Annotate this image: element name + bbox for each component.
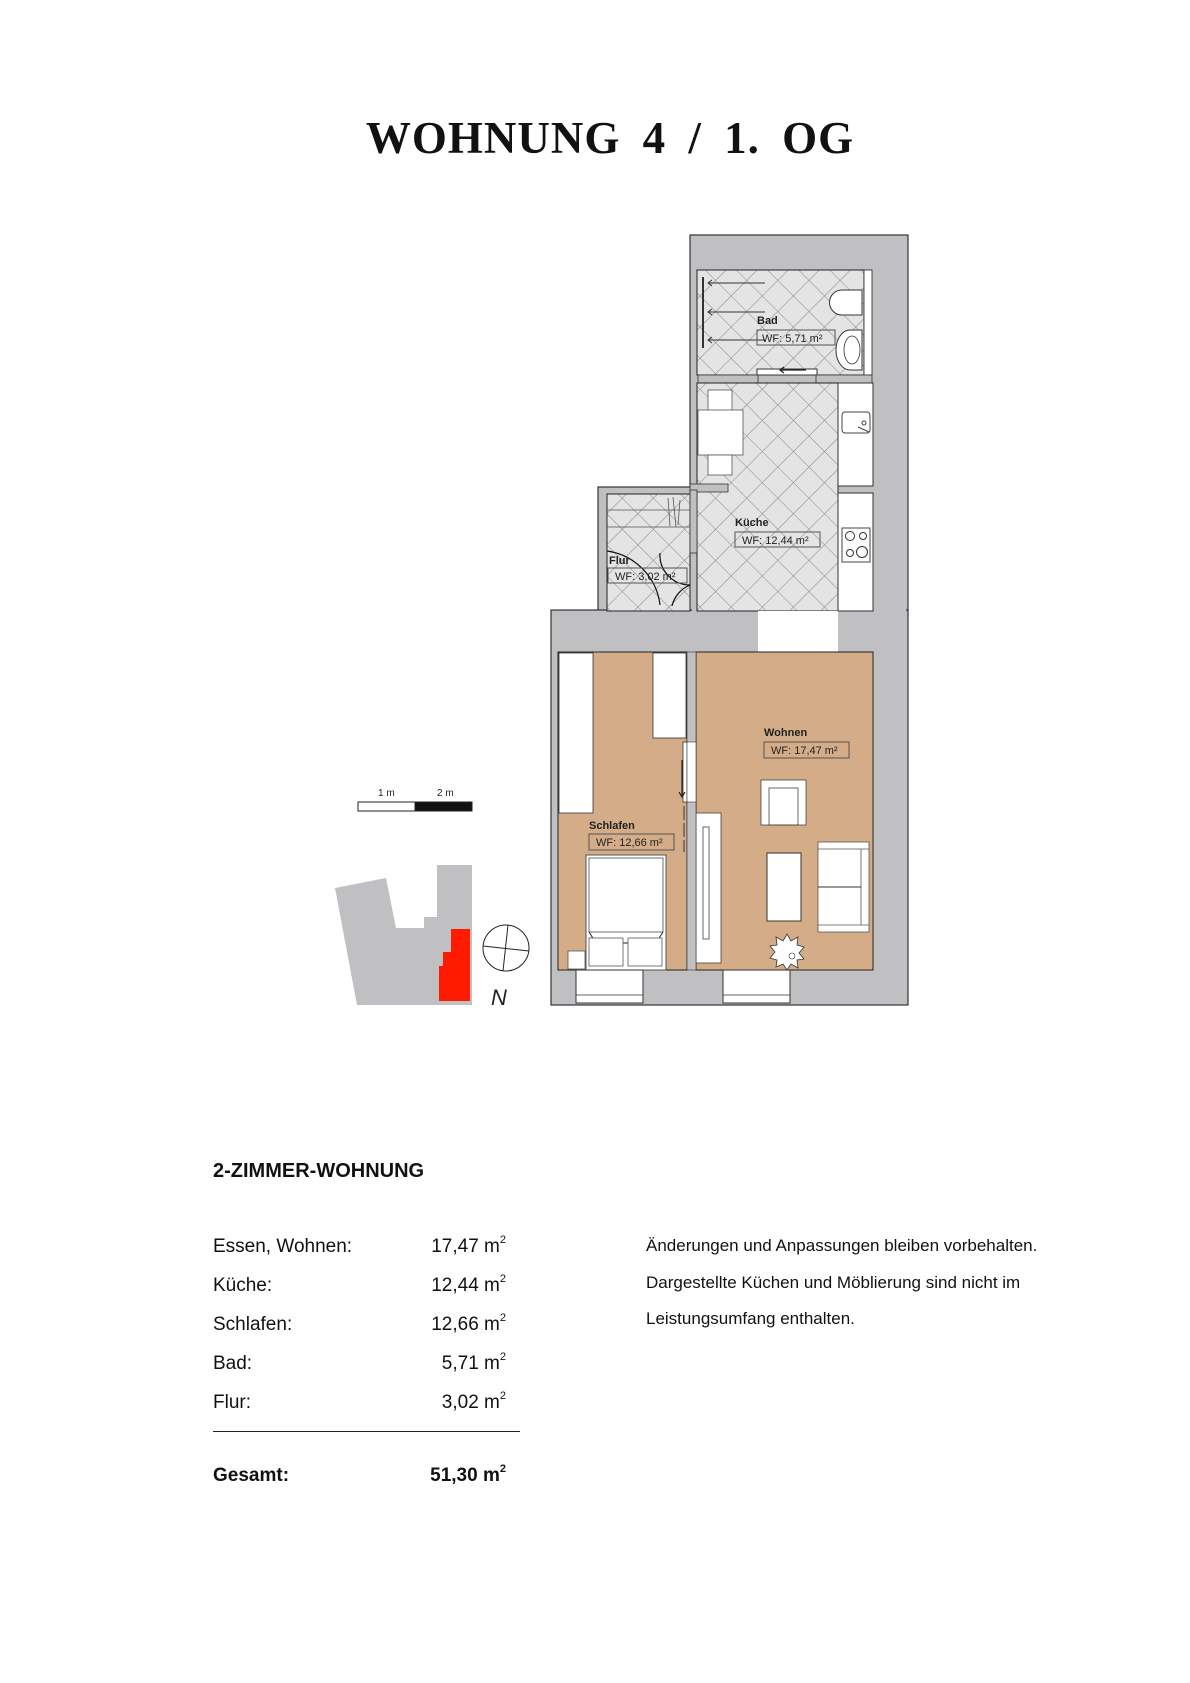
area-row-label: Essen, Wohnen:	[213, 1236, 353, 1257]
room-label-wohnen: Wohnen	[764, 727, 808, 739]
area-row	[213, 1236, 506, 1275]
divider	[213, 1431, 520, 1432]
room-label-bad: Bad	[757, 315, 778, 327]
hob-icon	[842, 528, 870, 562]
room-schlafen	[558, 652, 695, 970]
area-row-label: Küche:	[213, 1275, 273, 1296]
washbasin-icon	[836, 330, 862, 370]
area-row	[213, 1392, 506, 1431]
area-row-label: Schlafen:	[213, 1314, 293, 1335]
area-row-value: 17,47 $m^2$	[431, 1234, 506, 1257]
page-title: WOHNUNG 4 / 1. OG	[365, 113, 855, 163]
scale-label-1m: 1 m	[378, 788, 395, 799]
area-label-schlafen: WF: 12,66 m²	[596, 837, 663, 849]
area-row-value: 3,02 $m^2$	[441, 1390, 506, 1413]
scale-bar	[358, 788, 472, 811]
compass-north-label: N	[491, 985, 507, 1010]
total-value: 51,30 $m^2$	[430, 1463, 506, 1486]
area-row-label: Flur:	[213, 1392, 251, 1413]
area-label-bad: WF: 5,71 m²	[762, 333, 823, 345]
armchair-icon	[761, 780, 806, 825]
area-table	[213, 1236, 506, 1431]
area-row	[213, 1353, 506, 1392]
total-row	[213, 1465, 506, 1495]
scale-label-2m: 2 m	[437, 788, 454, 799]
compass-icon	[483, 925, 529, 1010]
sofa-icon	[818, 842, 869, 932]
area-label-flur: WF: 3,02 m²	[615, 571, 676, 583]
area-row	[213, 1275, 506, 1314]
area-row-label: Bad:	[213, 1353, 253, 1374]
total-label: Gesamt:	[213, 1465, 290, 1486]
disclaimer-notes	[646, 1236, 1106, 1346]
area-row	[213, 1314, 506, 1353]
room-flur	[607, 490, 697, 611]
room-bad	[697, 270, 872, 383]
room-label-kueche: Küche	[735, 517, 769, 529]
area-label-kueche: WF: 12,44 m²	[742, 535, 809, 547]
area-row-value: 5,71 $m^2$	[441, 1351, 506, 1374]
room-label-flur: Flur	[609, 555, 630, 567]
room-wohnen	[696, 652, 873, 970]
sink-icon	[842, 412, 870, 433]
area-row-value: 12,44 $m^2$	[431, 1273, 506, 1296]
note-line: Leistungsumfang enthalten.	[646, 1309, 855, 1328]
area-row-value: 12,66 $m^2$	[431, 1312, 506, 1335]
toilet-icon	[830, 290, 863, 315]
coffee-table-icon	[767, 853, 801, 921]
kitchen-opening	[758, 611, 838, 653]
site-plan	[335, 865, 472, 1005]
room-kueche	[690, 383, 873, 611]
note-line: Dargestellte Küchen und Möblierung sind nicht im	[646, 1272, 1021, 1292]
room-label-schlafen: Schlafen	[589, 820, 635, 832]
note-line: Änderungen und Anpassungen bleiben vorbehalten.	[646, 1236, 1038, 1255]
apartment-type-heading: 2-ZIMMER-WOHNUNG	[213, 1160, 425, 1182]
area-label-wohnen: WF: 17,47 m²	[771, 745, 838, 757]
